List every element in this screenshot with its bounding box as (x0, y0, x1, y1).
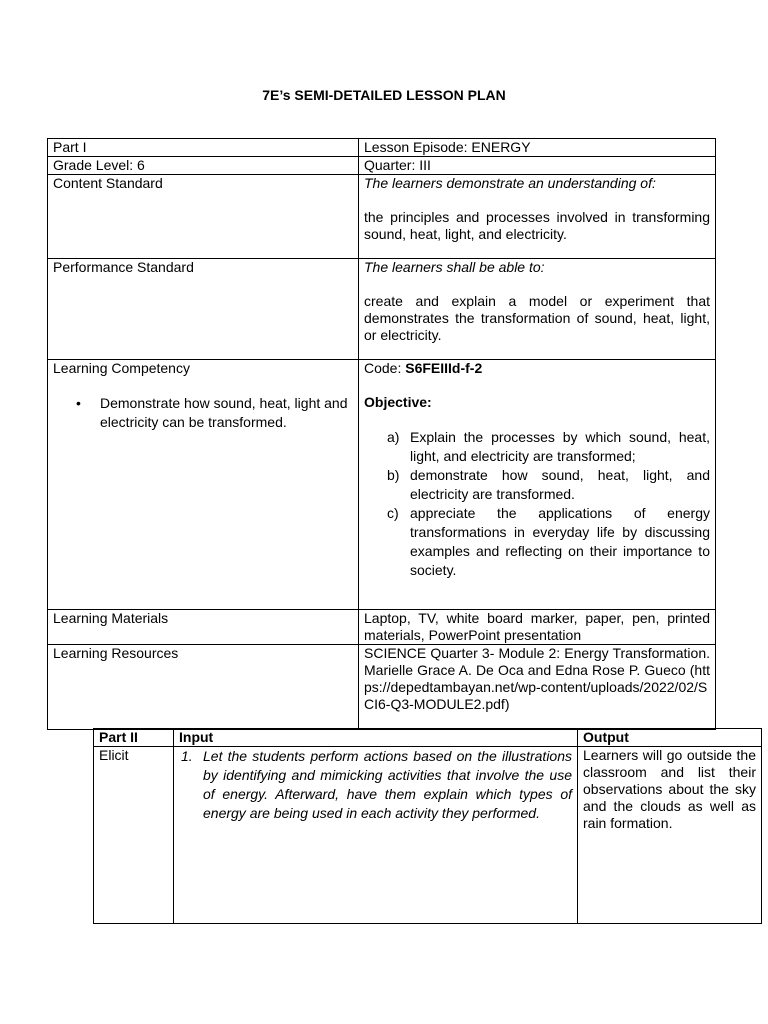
table-row (48, 360, 716, 610)
content-standard-text: the principles and processes involved in transforming sound, heat, light, and electricity. (364, 209, 710, 242)
competency-list (53, 394, 353, 432)
objective-list (364, 428, 710, 580)
learning-resources-label: Learning Resources (48, 645, 359, 730)
header-output: Output (578, 729, 762, 747)
objective-text: appreciate the applications of energy transformations in everyday life by discussing examples and reflecting on their importance to society. (410, 505, 710, 578)
code-label: Code: (364, 360, 406, 376)
table-row (94, 747, 762, 924)
part-label: Part I (48, 139, 359, 157)
input-cell (174, 747, 578, 924)
performance-standard-text: create and explain a model or experiment that demonstrates the transformation of sound, heat, light, or electricity. (364, 293, 710, 343)
table-header-row (94, 729, 762, 747)
objective-text: demonstrate how sound, heat, light, and electricity are transformed. (410, 467, 710, 502)
table-row (48, 157, 716, 175)
table-row (48, 645, 716, 730)
learning-competency-cell (48, 360, 359, 610)
learning-competency-label: Learning Competency (53, 360, 190, 376)
content-standard-label: Content Standard (48, 175, 359, 259)
performance-standard-label: Performance Standard (48, 259, 359, 360)
competency-bullet: • Demonstrate how sound, heat, light and electricity can be transformed. (76, 394, 353, 432)
header-part2: Part II (94, 729, 174, 747)
part1-table (47, 138, 716, 730)
header-input: Input (174, 729, 578, 747)
input-item (179, 747, 572, 823)
lesson-episode: Lesson Episode: ENERGY (359, 139, 716, 157)
phase-elicit: Elicit (94, 747, 174, 924)
input-marker: 1. (181, 748, 193, 764)
part2-table (93, 728, 762, 924)
competency-code-cell (359, 360, 716, 610)
objective-item (387, 504, 710, 580)
table-row (48, 175, 716, 259)
competency-code: S6FEIIId-f-2 (405, 360, 483, 376)
output-text: Learners will go outside the classroom and list their observations about the sky and the clouds as well as rain formation. (578, 747, 762, 924)
input-list (179, 747, 572, 823)
quarter: Quarter: III (359, 157, 716, 175)
objective-marker: b) (387, 467, 400, 483)
objective-marker: c) (387, 505, 399, 521)
learning-materials-label: Learning Materials (48, 610, 359, 645)
learning-resources-text: SCIENCE Quarter 3- Module 2: Energy Transformation. Marielle Grace A. De Oca and Edna Rose P. Gueco (https://depedtambayan.net/wp-content/uploads/2022/02/SCI6-Q3-MODULE2.pdf) (359, 645, 716, 730)
competency-code-line (364, 360, 710, 377)
learning-materials-text: Laptop, TV, white board marker, paper, pen, printed materials, PowerPoint presentation (359, 610, 716, 645)
objective-item (387, 428, 710, 466)
objective-marker: a) (387, 429, 400, 445)
document-title: 7E’s SEMI-DETAILED LESSON PLAN (262, 87, 506, 103)
content-standard-cell (359, 175, 716, 259)
table-row (48, 139, 716, 157)
objective-label: Objective: (364, 394, 432, 410)
performance-standard-cell (359, 259, 716, 360)
table-row (48, 610, 716, 645)
objective-item (387, 466, 710, 504)
performance-standard-intro: The learners shall be able to: (364, 259, 545, 275)
content-standard-intro: The learners demonstrate an understanding of: (364, 175, 656, 191)
grade-level: Grade Level: 6 (48, 157, 359, 175)
objective-text: Explain the processes by which sound, heat, light, and electricity are transformed; (410, 429, 710, 464)
input-text: Let the students perform actions based on the illustrations by identifying and mimicking activities that involve the use of energy. Afterward, have them explain which types of energy are being used in each activity they performed. (203, 748, 572, 821)
table-row (48, 259, 716, 360)
